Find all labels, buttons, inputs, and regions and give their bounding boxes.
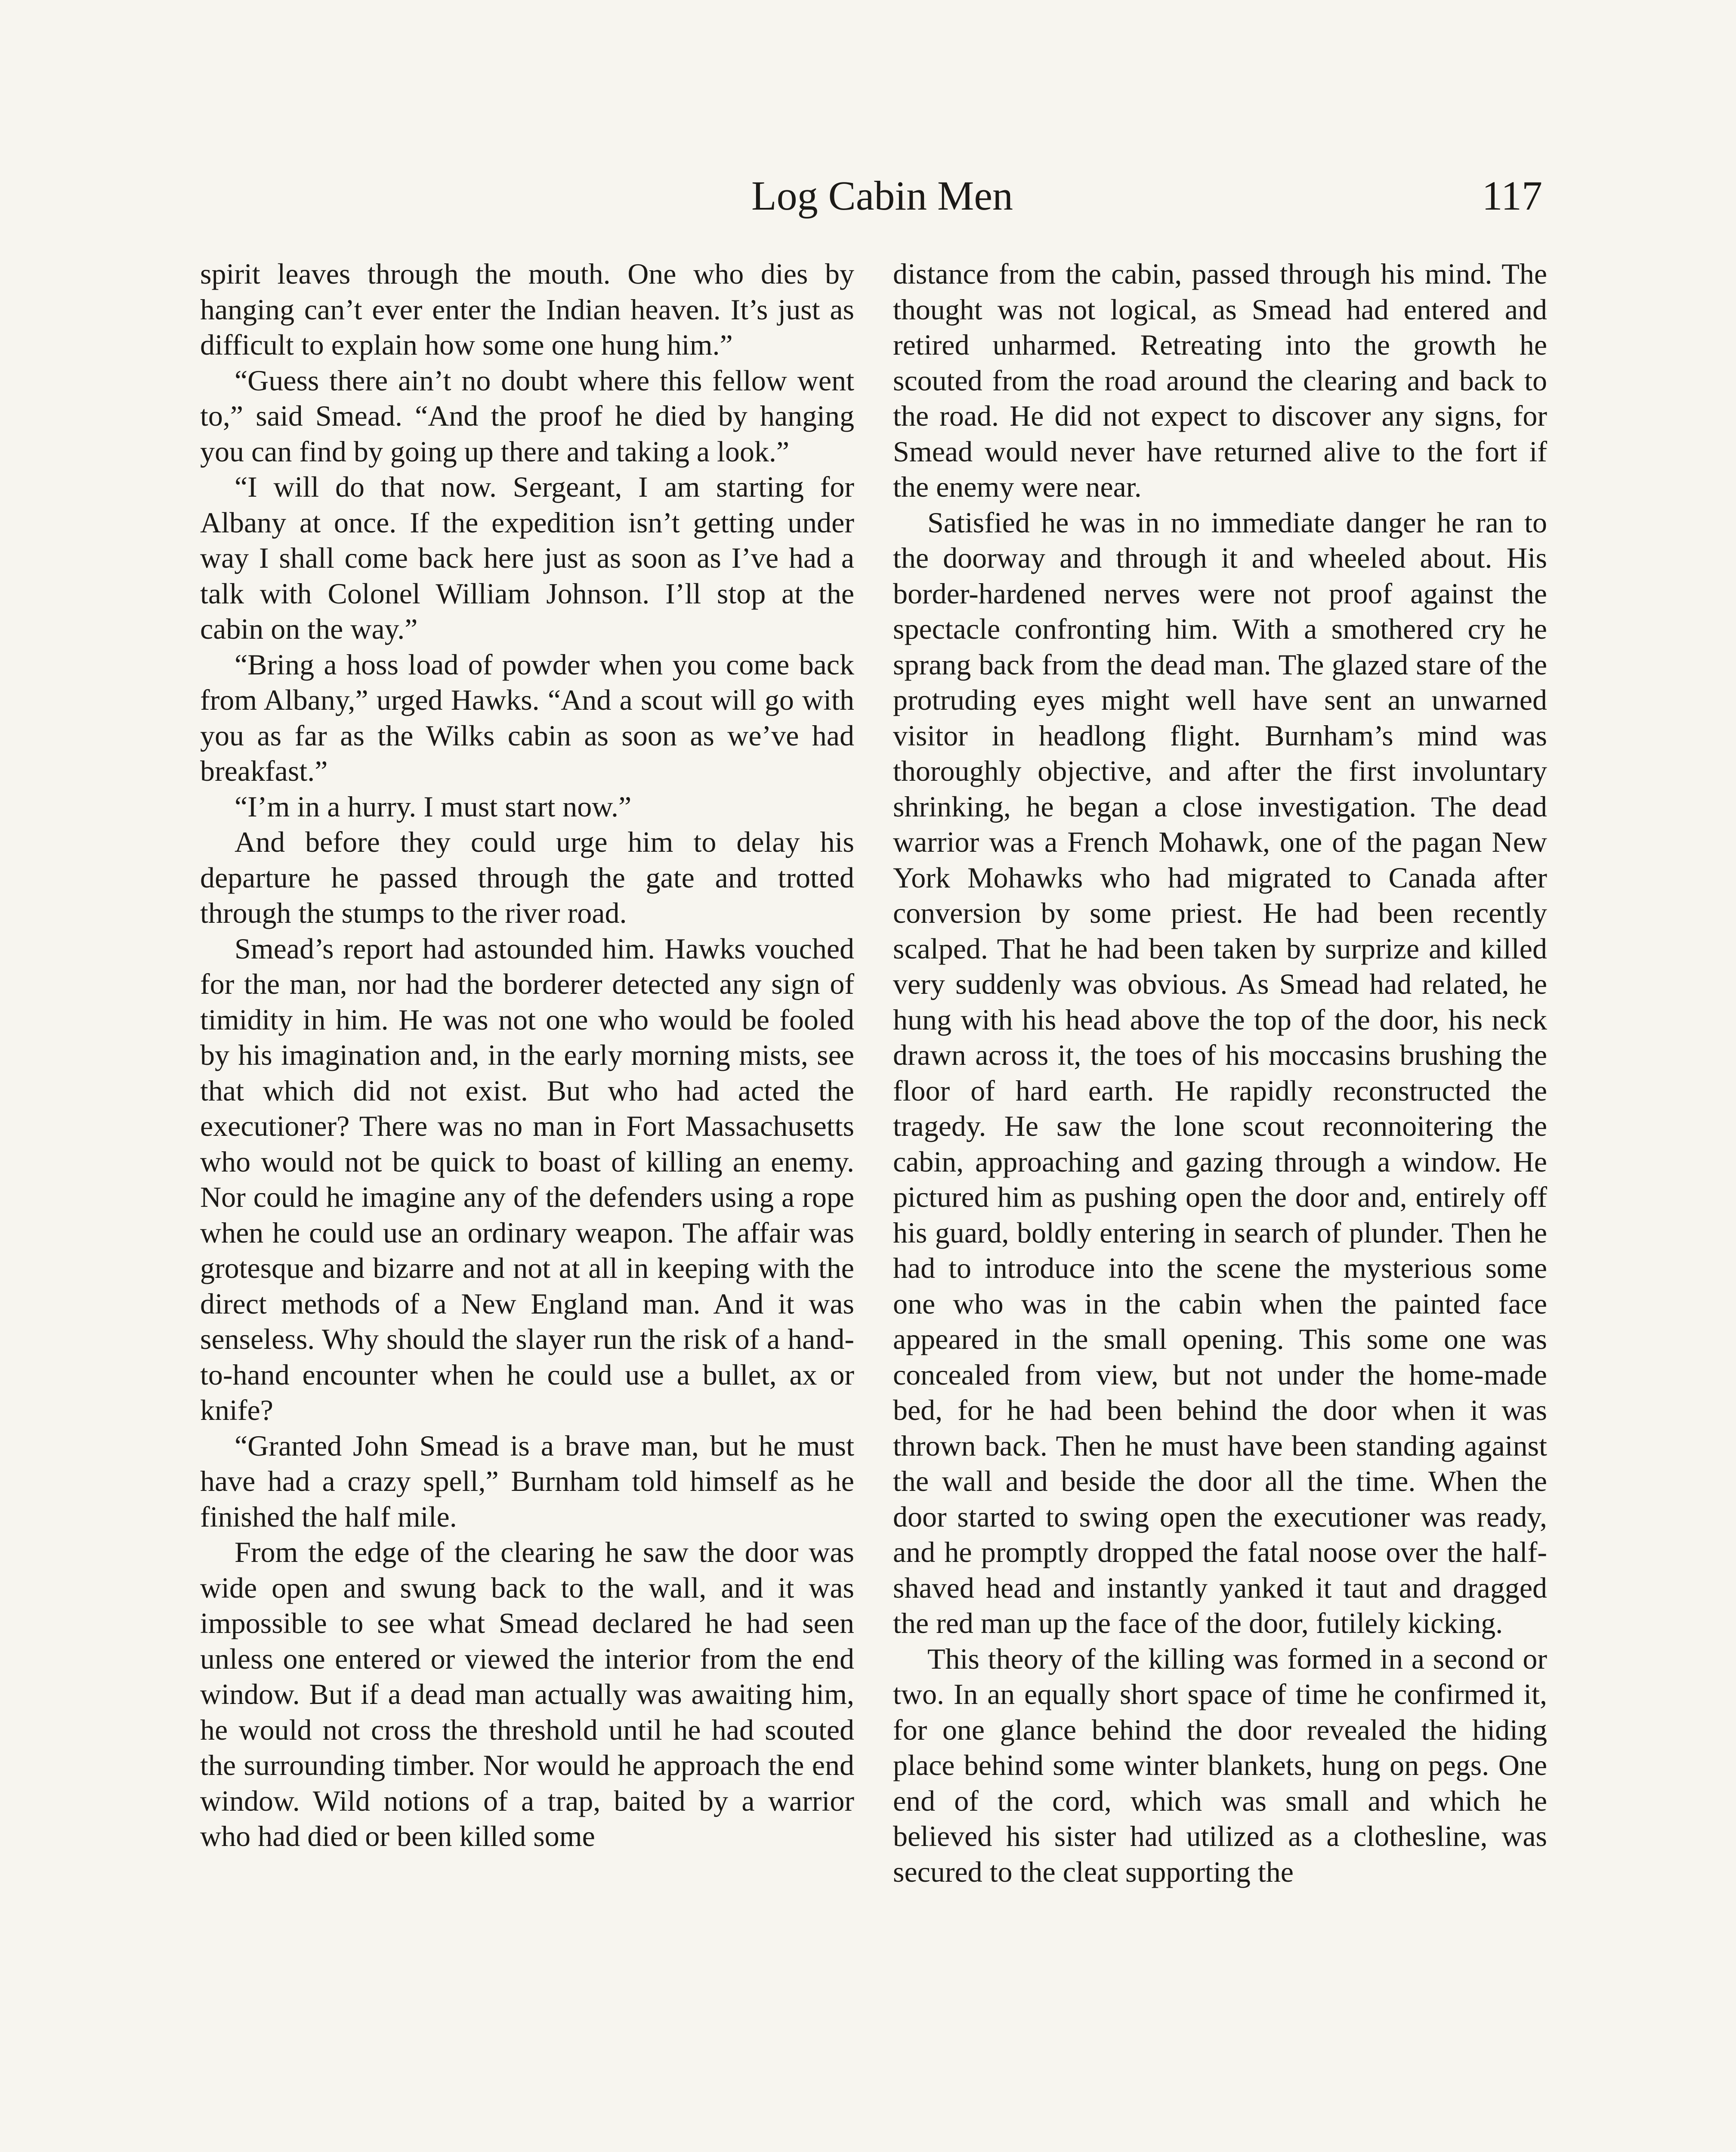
left-column [200, 256, 854, 1854]
paragraph: distance from the cabin, passed through his mind. The thought was not logical, as Smead had entered and retired unharmed. Retreating into the growth he scouted from the road around the clearing and back to the road. He did not expect to discover any signs, for Smead would never have returned alive to the fort if the enemy were near. [893, 257, 1547, 503]
paragraph: From the edge of the clearing he saw the door was wide open and swung back to the wall, and it was impossible to see what Smead declared he had seen unless one entered or viewed the interior from the end window. But if a dead man actually was awaiting him, he would not cross the threshold until he had scouted the surrounding timber. Nor would he approach the end window. Wild notions of a trap, baited by a warrior who had died or been killed some [200, 1536, 854, 1852]
right-column [893, 256, 1547, 1889]
running-title: Log Cabin Men [751, 173, 1013, 219]
paragraph: “I’m in a hurry. I must start now.” [235, 790, 632, 823]
paragraph: “Bring a hoss load of powder when you come back from Albany,” urged Hawks. “And a scout will go with you as far as the Wilks cabin as soon as we’ve had breakfast.” [200, 648, 854, 787]
paragraph: spirit leaves through the mouth. One who dies by hanging can’t ever enter the Indian heaven. It’s just as difficult to explain how some one hung him.” [200, 257, 854, 361]
paragraph: “Guess there ain’t no doubt where this fellow went to,” said Smead. “And the proof he died by hanging you can find by going up there and taking a look.” [200, 364, 854, 468]
paragraph: And before they could urge him to delay his departure he passed through the gate and trotted through the stumps to the river road. [200, 826, 854, 929]
page-number: 117 [1482, 173, 1542, 219]
paragraph: Satisfied he was in no immediate danger he ran to the doorway and through it and wheeled about. His border-hardened nerves were not proof against the spectacle confronting him. With a smothered cry he sprang back from the dead man. The glazed stare of the protruding eyes might well have sent an unwarned visitor in headlong flight. Burnham’s mind was thoroughly objective, and after the first involuntary shrinking, he began a close investigation. The dead warrior was a French Mohawk, one of the pagan New York Mohawks who had migrated to Canada after conversion by some priest. He had been recently scalped. That he had been taken by surprize and killed very suddenly was obvious. As Smead had related, he hung with his head above the top of the door, his neck drawn across it, the toes of his moccasins brushing the floor of hard earth. He rapidly reconstructed the tragedy. He saw the lone scout reconnoitering the cabin, approaching and gazing through a window. He pictured him as pushing open the door and, entirely off his guard, boldly entering in search of plunder. Then he had to introduce into the scene the mysterious some one who was in the cabin when the painted face appeared in the small opening. This some one was concealed from view, but not under the home-made bed, for he had been behind the door when it was thrown back. Then he must have been standing against the wall and beside the door all the time. When the door started to swing open the executioner was ready, and he promptly dropped the fatal noose over the half-shaved head and instantly yanked it taut and dragged the red man up the face of the door, futilely kicking. [893, 506, 1547, 1639]
paragraph: “Granted John Smead is a brave man, but he must have had a crazy spell,” Burnham told himself as he finished the half mile. [200, 1429, 854, 1533]
paragraph: Smead’s report had astounded him. Hawks vouched for the man, nor had the borderer detected any sign of timidity in him. He was not one who would be fooled by his imagination and, in the early morning mists, see that which did not exist. But who had acted the executioner? There was no man in Fort Massachusetts who would not be quick to boast of killing an enemy. Nor could he imagine any of the defenders using a rope when he could use an ordinary weapon. The affair was grotesque and bizarre and not at all in keeping with the direct methods of a New England man. And it was senseless. Why should the slayer run the risk of a hand-to-hand encounter when he could use a bullet, ax or knife? [200, 932, 854, 1426]
page-header [0, 164, 1736, 228]
paragraph: “I will do that now. Sergeant, I am starting for Albany at once. If the expedition isn’t getting under way I shall come back here just as soon as I’ve had a talk with Colonel William Johnson. I’ll stop at the cabin on the way.” [200, 470, 854, 645]
paragraph: This theory of the killing was formed in a second or two. In an equally short space of time he confirmed it, for one glance behind the door revealed the hiding place behind some winter blankets, hung on pegs. One end of the cord, which was small and which he believed his sister had utilized as a clothesline, was secured to the cleat supporting the [893, 1642, 1547, 1888]
